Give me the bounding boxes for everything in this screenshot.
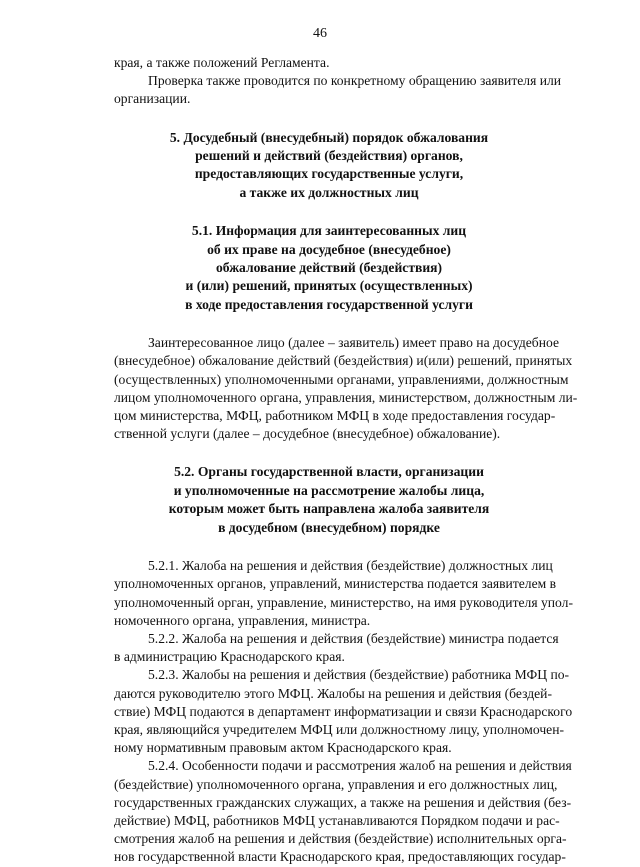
text-line: лицом уполномоченного органа, управления, министерством, должностным ли- — [114, 389, 578, 405]
text-line: номоченного органа, управления, министра. — [114, 612, 371, 628]
heading-line: и уполномоченные на рассмотрение жалобы лица, — [173, 482, 485, 498]
heading-line: 5.1. Информация для заинтересованных лиц — [191, 223, 467, 239]
page-number: 46 — [313, 26, 327, 41]
text-line: ственной услуги (далее – досудебное (внесудебное) обжалование). — [114, 426, 501, 442]
heading-line: решений и действий (бездействия) органов, — [195, 148, 463, 164]
text-line: (внесудебное) обжалование действий (бездействия) и(или) решений, принятых — [114, 353, 573, 369]
text-line: Заинтересованное лицо (далее – заявитель) имеет право на досудебное — [148, 335, 559, 351]
text-line: уполномоченный орган, управление, министерство, на имя руководителя упол- — [114, 594, 573, 610]
heading-line: 5.2. Органы государственной власти, организации — [174, 464, 484, 480]
paragraph-5-2-3 — [114, 666, 573, 757]
text-line: смотрения жалоб на решения и действия (бездействие) исполнительных орга- — [114, 831, 567, 847]
text-line: в администрацию Краснодарского края. — [114, 649, 345, 665]
text-line: края, являющийся учредителем МФЦ или должностному лицу, уполномочен- — [114, 721, 565, 737]
text-line: края, а также положений Регламента. — [114, 55, 330, 70]
heading-line: и (или) решений, принятых (осуществленных) — [185, 278, 473, 294]
section-5-2-heading — [114, 463, 544, 537]
text-line: (осуществленных) уполномоченными органами, управлениями, должностным — [114, 371, 569, 387]
text-line: 5.2.4. Особенности подачи и рассмотрения жалоб на решения и действия — [148, 758, 572, 774]
text-line: Проверка также проводится по конкретному обращению заявителя или — [148, 73, 562, 89]
text-line: действие) МФЦ, работников МФЦ устанавливаются Порядком подачи и рас- — [114, 812, 560, 828]
heading-line: которым может быть направлена жалоба заявителя — [168, 501, 490, 517]
section-5-1-heading — [114, 222, 544, 314]
intro-paragraph — [114, 72, 562, 108]
text-line: (бездействие) уполномоченного органа, управления и его должностных лиц, — [114, 776, 558, 792]
text-line: ствие) МФЦ подаются в департамент информатизации и связи Краснодарского — [114, 703, 573, 719]
paragraph-5-2-4 — [114, 757, 572, 866]
heading-line: в досудебном (внесудебном) порядке — [218, 519, 440, 535]
text-line: государственных гражданских служащих, а также на решения и действия (без- — [114, 794, 572, 810]
text-line: 5.2.3. Жалобы на решения и действия (бездействие) работника МФЦ по- — [148, 667, 570, 683]
paragraph-5-2-2 — [114, 630, 559, 666]
heading-line: 5. Досудебный (внесудебный) порядок обжалования — [169, 129, 489, 145]
paragraph-5-2-1 — [114, 557, 573, 630]
text-line: даются руководителю этого МФЦ. Жалобы на решения и действия (бездей- — [114, 685, 552, 701]
text-line: нов государственной власти Краснодарского края, предоставляющих государ- — [114, 849, 566, 865]
intro-line — [114, 54, 544, 72]
text-line: 5.2.2. Жалоба на решения и действия (бездействие) министра подается — [148, 630, 559, 646]
heading-line: обжалование действий (бездействия) — [215, 260, 443, 276]
heading-line: в ходе предоставления государственной услуги — [185, 296, 473, 312]
text-line: уполномоченных органов, управлений, министерства подается заявителем в — [114, 576, 557, 592]
text-line: 5.2.1. Жалоба на решения и действия (бездействие) должностных лиц — [148, 558, 553, 574]
heading-line: а также их должностных лиц — [239, 184, 419, 200]
section-5-heading — [114, 129, 544, 203]
page-content — [114, 54, 578, 867]
section-5-1-body — [114, 334, 578, 443]
heading-line: предоставляющих государственные услуги, — [194, 166, 464, 182]
text-line: ному нормативным правовым актом Краснодарского края. — [114, 740, 452, 756]
heading-line: об их праве на досудебное (внесудебное) — [207, 241, 451, 257]
text-line: цом министерства, МФЦ, работником МФЦ в ходе предоставления государ- — [114, 408, 556, 424]
text-line: организации. — [114, 91, 191, 107]
